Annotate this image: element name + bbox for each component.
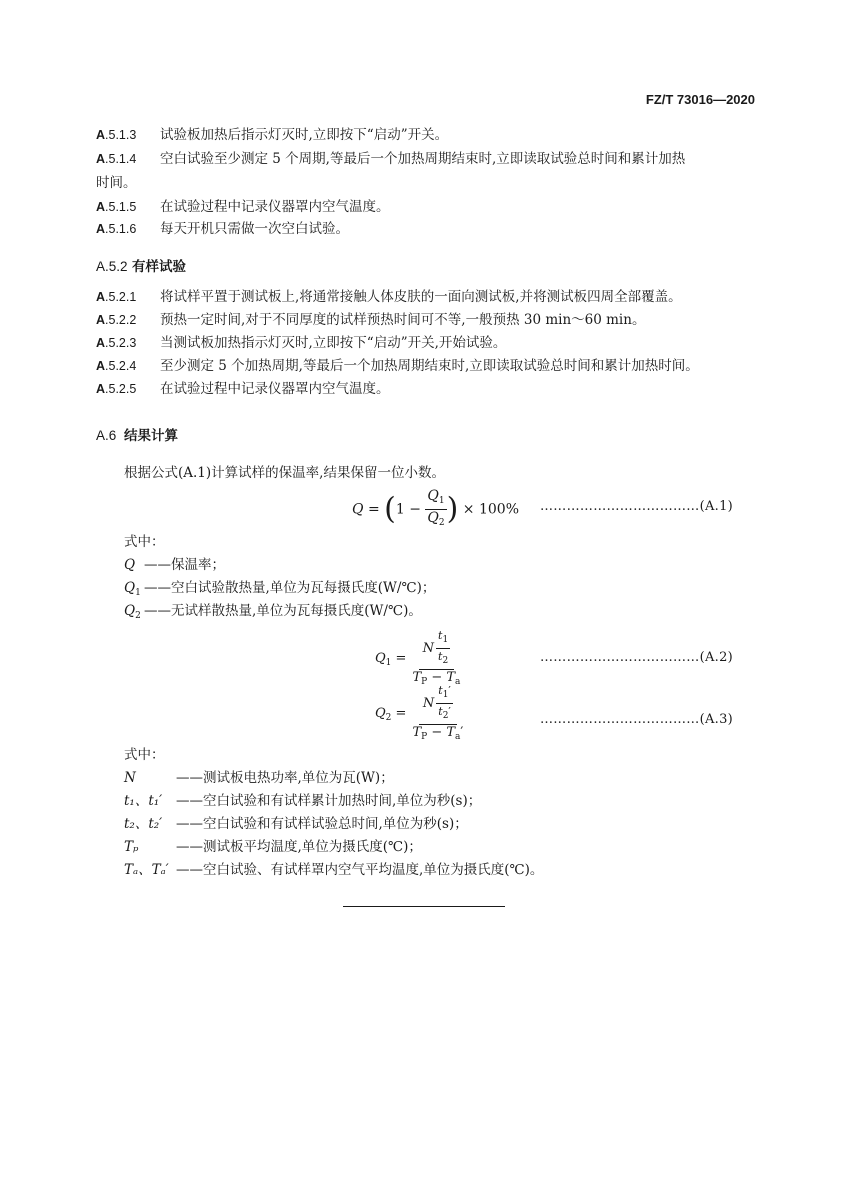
where2-def-tp: Tₚ ——测试板平均温度,单位为摄氏度(℃)； (124, 839, 422, 855)
where1-def-q2: $Q_2$ ——无试样散热量,单位为瓦每摄氏度(W/℃)。 (124, 603, 422, 621)
item-a5-2-4: A.5.2.4 至少测定 5 个加热周期,等最后一个加热周期结束时,立即读取试验总时间和累计加热时间。 (96, 358, 699, 374)
item-a5-1-6: A.5.1.6 每天开机只需做一次空白试验。 (96, 221, 349, 237)
where2-def-t1: t₁、t₁′ ——空白试验和有试样累计加热时间,单位为秒(s)； (124, 793, 482, 809)
fraction-a3: N $\frac{t_1'}{t_2'}$ $T_P - T_a'$ (412, 684, 464, 742)
item-a5-1-3: A.5.1.3 试验板加热后指示灯灭时,立即按下“启动”开关。 (96, 127, 449, 143)
item-a5-2-5: A.5.2.5 在试验过程中记录仪器罩内空气温度。 (96, 381, 390, 397)
standard-code: FZ/T 73016—2020 (645, 92, 755, 107)
fraction-a2: N $\frac{t_1}{t_2}$ $T_P - T_a$ (412, 629, 461, 687)
equation-label-a3: ………………………………(A.3) (540, 712, 734, 727)
item-a5-2-2: A.5.2.2 预热一定时间,对于不同厚度的试样预热时间可不等,一般预热 30 min～60 min。 (96, 312, 646, 328)
intro-text: 根据公式(A.1)计算试样的保温率,结果保留一位小数。 (124, 465, 445, 481)
formula-a1: Q = (1 − $\frac{Q_1}{Q_2}$ ) × 100% (352, 488, 519, 531)
item-a5-2-1: A.5.2.1 将试样平置于测试板上,将通常接触人体皮肤的一面向测试板,并将测试板四周全部覆盖。 (96, 289, 682, 305)
item-a5-2-3: A.5.2.3 当测试板加热指示灯灭时,立即按下“启动”开关,开始试验。 (96, 335, 507, 351)
equation-label-a1: ………………………………(A.1) (540, 499, 734, 514)
formula-a2: $Q_1$ = N $\frac{t_1}{t_2}$ $T_P - T_a$ (375, 628, 464, 690)
section-heading-a6: A.6 结果计算 (96, 428, 178, 443)
where-title-2: 式中： (124, 747, 165, 763)
item-a5-1-5: A.5.1.5 在试验过程中记录仪器罩内空气温度。 (96, 199, 390, 215)
item-a5-1-4-cont: 时间。 (96, 175, 137, 191)
fraction-q1-q2: $\frac{Q_1}{Q_2}$ (427, 488, 445, 528)
end-rule (343, 906, 505, 907)
formula-a3: $Q_2$ = N $\frac{t_1'}{t_2'}$ $T_P - T_a'$ (375, 683, 467, 745)
section-heading-a5-2: A.5.2 有样试验 (96, 259, 186, 274)
where1-def-q: Q ——保温率； (124, 557, 225, 573)
equation-label-a2: ………………………………(A.2) (540, 650, 734, 665)
where2-def-n: N ——测试板电热功率,单位为瓦(W)； (124, 770, 394, 786)
where2-def-ta: Tₐ、Tₐ′ ——空白试验、有试样罩内空气平均温度,单位为摄氏度(℃)。 (124, 862, 544, 878)
where-title-1: 式中： (124, 534, 165, 550)
item-a5-1-4: A.5.1.4 空白试验至少测定 5 个周期,等最后一个加热周期结束时,立即读取试验总时间和累计加热 (96, 151, 686, 167)
where2-def-t2: t₂、t₂′ ——空白试验和有试样试验总时间,单位为秒(s)； (124, 816, 468, 832)
where1-def-q1: $Q_1$ ——空白试验散热量,单位为瓦每摄氏度(W/℃)； (124, 580, 436, 598)
